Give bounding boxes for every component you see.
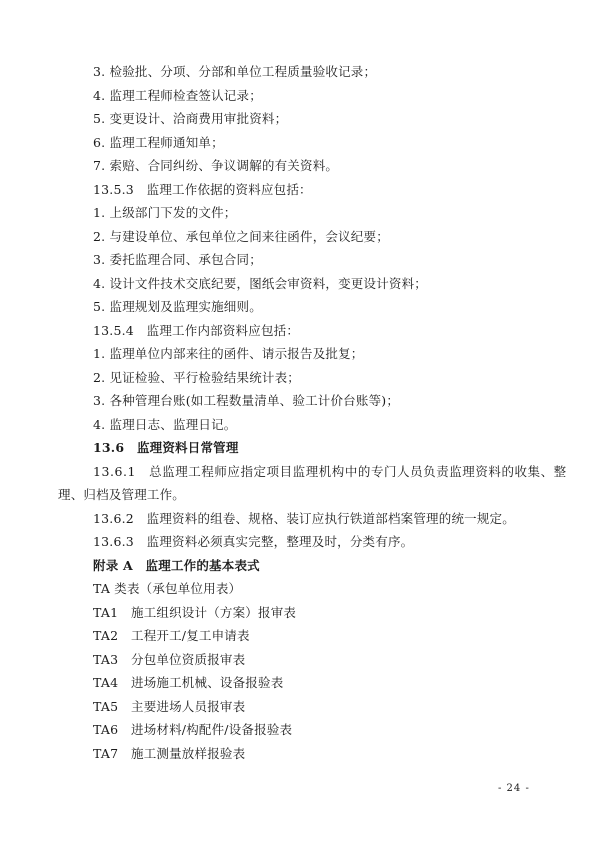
document-line: 4. 监理日志、监理日记。	[93, 416, 237, 432]
appendix-form-row	[58, 601, 542, 625]
document-line: 5. 变更设计、洽商费用审批资料；	[93, 111, 288, 126]
appendix-subheading: TA 类表（承包单位用表）	[93, 581, 242, 596]
appendix-form-row	[58, 695, 542, 719]
document-line: 5. 监理规划及监理实施细则。	[93, 299, 262, 314]
form-code: TA7	[93, 745, 119, 761]
document-line: 4. 监理工程师检查签认记录；	[93, 87, 262, 103]
form-code: TA1	[93, 604, 119, 620]
document-line: 13.6.3 监理资料必须真实完整，整理及时，分类有序。	[93, 534, 414, 549]
form-code: TA3	[93, 651, 119, 667]
form-title: 施工组织设计（方案）报审表	[131, 604, 297, 620]
form-title: 主要进场人员报审表	[131, 698, 246, 714]
document-line: 1. 监理单位内部来往的函件、请示报告及批复；	[93, 346, 364, 361]
form-title: 进场材料/构配件/设备报验表	[131, 722, 293, 737]
form-code: TA5	[93, 698, 119, 714]
appendix-heading: 附录 A 监理工作的基本表式	[93, 557, 260, 573]
document-line: 7. 索赔、合同纠纷、争议调解的有关资料。	[93, 158, 339, 173]
document-line: 2. 见证检验、平行检验结果统计表；	[93, 369, 301, 385]
clause-lines	[58, 60, 567, 554]
page-number: - 24 -	[498, 783, 530, 794]
appendix-form-row	[58, 718, 542, 742]
document-line: 1. 上级部门下发的文件；	[93, 205, 237, 220]
document-line: 13.6 监理资料日常管理	[93, 440, 239, 455]
document-line: 13.6.1 总监理工程师应指定项目监理机构中的专门人员负责监理资料的收集、整	[93, 463, 567, 479]
form-title: 施工测量放样报验表	[131, 745, 246, 761]
form-code: TA4	[93, 675, 119, 690]
document-line: 13.6.2 监理资料的组卷、规格、装订应执行铁道部档案管理的统一规定。	[93, 510, 515, 526]
document-line: 6. 监理工程师通知单；	[93, 134, 224, 150]
document-line: 3. 各种管理台账(如工程数量清单、验工计价台账等)；	[93, 393, 400, 408]
form-code: TA2	[93, 628, 119, 643]
form-title: 进场施工机械、设备报验表	[131, 675, 284, 690]
document-line: 3. 检验批、分项、分部和单位工程质量验收记录；	[93, 64, 377, 79]
document-line: 13.5.3 监理工作依据的资料应包括：	[93, 181, 312, 197]
form-title: 分包单位资质报审表	[131, 651, 246, 667]
document-line: 2. 与建设单位、承包单位之间来往函件，会议纪要；	[93, 228, 389, 244]
appendix-form-row	[58, 742, 542, 766]
document-body	[58, 60, 567, 765]
form-code: TA6	[93, 722, 119, 737]
document-line: 3. 委托监理合同、承包合同；	[93, 252, 262, 267]
appendix-form-row	[58, 624, 542, 648]
document-line: 13.5.4 监理工作内部资料应包括：	[93, 322, 300, 338]
form-title: 工程开工/复工申请表	[131, 628, 250, 643]
appendix-form-row	[58, 648, 542, 672]
document-line: 理、归档及管理工作。	[58, 487, 186, 502]
document-line: 4. 设计文件技术交底纪要，图纸会审资料，变更设计资料；	[93, 275, 428, 291]
appendix-form-list	[58, 601, 542, 766]
appendix-form-row	[58, 671, 542, 695]
